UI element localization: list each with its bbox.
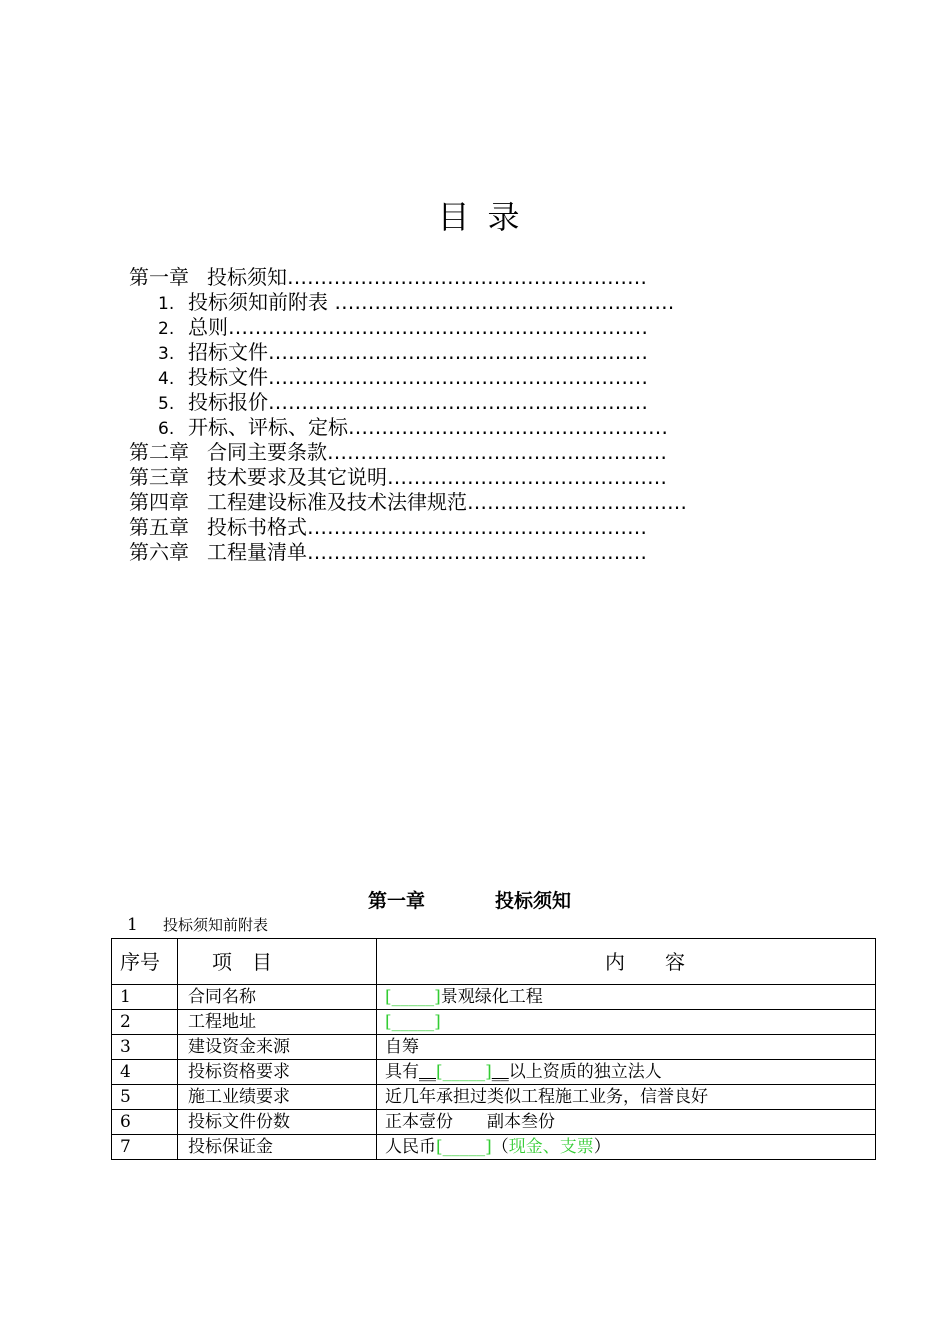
chapter-label: 第一章 bbox=[368, 890, 426, 912]
table-row bbox=[112, 1010, 876, 1035]
row-content-cell bbox=[377, 1060, 876, 1085]
toc-entry-title: 投标须知 bbox=[207, 265, 287, 289]
toc-entry-1-3 bbox=[158, 340, 648, 365]
content-text: __ bbox=[419, 1062, 436, 1082]
placeholder-field: [_____] bbox=[436, 1137, 492, 1157]
toc-entry-1-5 bbox=[158, 390, 648, 415]
section-heading bbox=[127, 914, 268, 935]
toc-leader-dots: ………………………………………………… bbox=[268, 365, 648, 389]
content-text: __ bbox=[491, 1062, 509, 1082]
toc-entry-title: 工程建设标准及技术法律规范 bbox=[207, 490, 467, 514]
row-number-cell: 5 bbox=[112, 1085, 178, 1110]
toc-title: 目录 bbox=[437, 198, 538, 236]
row-number-cell: 1 bbox=[112, 985, 178, 1010]
toc-entry-title: 总则 bbox=[188, 315, 228, 339]
toc-entry-title: 投标书格式 bbox=[207, 515, 307, 539]
content-text: 自筹 bbox=[385, 1037, 419, 1057]
toc-leader-dots: ………………………………………………… bbox=[268, 340, 648, 364]
toc-entry-number: 6. bbox=[158, 419, 175, 439]
row-item-cell: 投标保证金 bbox=[178, 1135, 377, 1160]
content-text: 近几年承担过类似工程施工业务，信誉良好 bbox=[385, 1087, 708, 1107]
toc-entry-title: 开标、评标、定标 bbox=[188, 415, 348, 439]
row-number-cell: 3 bbox=[112, 1035, 178, 1060]
row-content-cell bbox=[377, 1035, 876, 1060]
table-row bbox=[112, 985, 876, 1010]
placeholder-field: [_____] bbox=[385, 1012, 441, 1032]
row-item-cell: 建设资金来源 bbox=[178, 1035, 377, 1060]
toc-leader-dots: ………………………………………………… bbox=[268, 390, 648, 414]
table-header-row bbox=[112, 939, 876, 985]
toc-leader-dots: …………………………… bbox=[467, 490, 687, 514]
toc-entry-chapter-6 bbox=[129, 540, 647, 565]
content-text: 人民币 bbox=[385, 1137, 436, 1157]
row-number-cell: 2 bbox=[112, 1010, 178, 1035]
row-item-cell: 工程地址 bbox=[178, 1010, 377, 1035]
row-number-cell: 6 bbox=[112, 1110, 178, 1135]
toc-entry-title: 工程量清单 bbox=[207, 540, 307, 564]
toc-entry-chapter-1 bbox=[129, 265, 647, 290]
toc-leader-dots: …………………………………… bbox=[387, 465, 667, 489]
toc-entry-1-6 bbox=[158, 415, 668, 440]
toc-chapter-label: 第五章 bbox=[129, 515, 189, 539]
toc-leader-dots: …………………………………………… bbox=[328, 290, 675, 314]
toc-entry-title: 投标文件 bbox=[188, 365, 268, 389]
toc-entry-chapter-5 bbox=[129, 515, 647, 540]
row-number-cell: 4 bbox=[112, 1060, 178, 1085]
row-content-cell bbox=[377, 985, 876, 1010]
header-cell-number: 序号 bbox=[112, 939, 178, 985]
row-item-cell: 合同名称 bbox=[178, 985, 377, 1010]
row-content-cell bbox=[377, 1110, 876, 1135]
toc-chapter-label: 第二章 bbox=[129, 440, 189, 464]
toc-chapter-label: 第六章 bbox=[129, 540, 189, 564]
toc-entry-number: 2. bbox=[158, 319, 175, 339]
toc-entry-chapter-4 bbox=[129, 490, 687, 515]
toc-entry-chapter-3 bbox=[129, 465, 667, 490]
content-text: 正本壹份 副本叁份 bbox=[385, 1112, 555, 1132]
chapter-heading bbox=[368, 886, 571, 913]
content-text: ） bbox=[593, 1137, 611, 1157]
toc-leader-dots: …………………………………………… bbox=[327, 440, 667, 464]
toc-entry-number: 4. bbox=[158, 369, 175, 389]
table-body bbox=[112, 985, 876, 1160]
toc-entry-number: 1. bbox=[158, 294, 175, 314]
content-text: 以上资质的独立法人 bbox=[508, 1062, 662, 1082]
content-text: 具有 bbox=[385, 1062, 419, 1082]
row-item-cell: 投标文件份数 bbox=[178, 1110, 377, 1135]
toc-chapter-label: 第一章 bbox=[129, 265, 189, 289]
toc-entry-1-1 bbox=[158, 290, 674, 315]
bid-appendix-table bbox=[111, 938, 876, 1160]
toc-entry-title: 投标须知前附表 bbox=[188, 290, 328, 314]
toc-chapter-label: 第三章 bbox=[129, 465, 189, 489]
toc-entry-number: 5. bbox=[158, 394, 175, 414]
toc-leader-dots: ………………………………………… bbox=[348, 415, 668, 439]
table-row bbox=[112, 1060, 876, 1085]
placeholder-field: 现金、支票 bbox=[508, 1137, 594, 1157]
table-row bbox=[112, 1110, 876, 1135]
toc-entry-chapter-2 bbox=[129, 440, 667, 465]
row-content-cell bbox=[377, 1085, 876, 1110]
table-row bbox=[112, 1085, 876, 1110]
toc-entry-1-4 bbox=[158, 365, 648, 390]
content-text: 景观绿化工程 bbox=[440, 987, 543, 1007]
toc-leader-dots: ……………………………………………… bbox=[287, 265, 647, 289]
row-item-cell: 施工业绩要求 bbox=[178, 1085, 377, 1110]
row-number-cell: 7 bbox=[112, 1135, 178, 1160]
toc-leader-dots: ……………………………………………………… bbox=[228, 315, 648, 339]
content-text: （ bbox=[491, 1137, 509, 1157]
toc-entry-title: 投标报价 bbox=[188, 390, 268, 414]
placeholder-field: [_____] bbox=[436, 1062, 492, 1082]
toc-entry-number: 3. bbox=[158, 344, 175, 364]
chapter-title: 投标须知 bbox=[495, 890, 572, 912]
toc-leader-dots: …………………………………………… bbox=[307, 540, 647, 564]
row-item-cell: 投标资格要求 bbox=[178, 1060, 377, 1085]
section-number: 1 bbox=[127, 915, 138, 935]
header-cell-item: 项 目 bbox=[178, 939, 377, 985]
placeholder-field: [_____] bbox=[385, 987, 441, 1007]
toc-entry-title: 技术要求及其它说明 bbox=[207, 465, 387, 489]
section-title: 投标须知前附表 bbox=[163, 916, 269, 934]
table-row bbox=[112, 1035, 876, 1060]
toc-leader-dots: …………………………………………… bbox=[307, 515, 647, 539]
toc-entry-title: 招标文件 bbox=[188, 340, 268, 364]
header-cell-content: 内 容 bbox=[377, 939, 876, 985]
row-content-cell bbox=[377, 1010, 876, 1035]
toc-entry-title: 合同主要条款 bbox=[207, 440, 327, 464]
toc-entry-1-2 bbox=[158, 315, 648, 340]
toc-chapter-label: 第四章 bbox=[129, 490, 189, 514]
table-row bbox=[112, 1135, 876, 1160]
row-content-cell bbox=[377, 1135, 876, 1160]
